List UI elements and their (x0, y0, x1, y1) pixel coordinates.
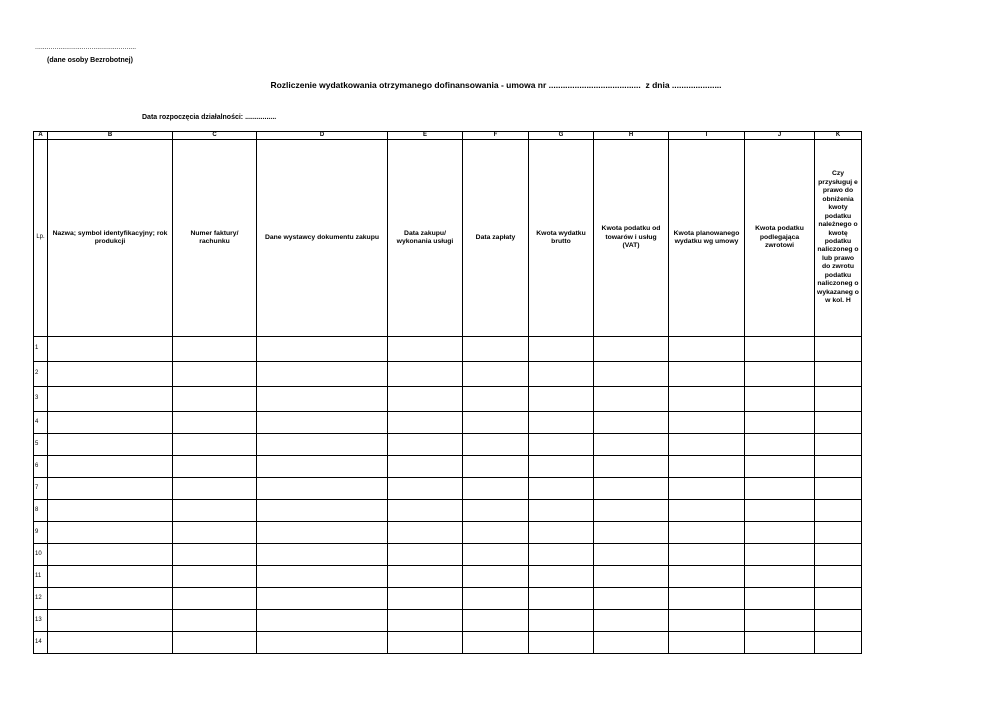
table-cell[interactable] (48, 522, 173, 544)
column-letter: I (669, 132, 745, 140)
table-cell[interactable] (48, 544, 173, 566)
table-cell[interactable] (48, 478, 173, 500)
column-header: Data zapłaty (463, 140, 529, 337)
table-cell[interactable] (529, 337, 594, 362)
table-cell[interactable] (529, 500, 594, 522)
table-cell[interactable] (257, 500, 388, 522)
table-cell[interactable] (815, 610, 862, 632)
table-cell[interactable] (48, 610, 173, 632)
table-cell[interactable] (463, 632, 529, 654)
table-cell[interactable] (745, 337, 815, 362)
table-cell[interactable] (745, 456, 815, 478)
title-date: z dnia ..................... (640, 80, 722, 90)
table-cell[interactable] (173, 387, 257, 412)
table-cell[interactable] (173, 412, 257, 434)
table-cell[interactable] (463, 588, 529, 610)
row-number: 4 (34, 412, 48, 434)
table-cell[interactable] (48, 337, 173, 362)
table-cell[interactable] (745, 478, 815, 500)
table-cell[interactable] (48, 632, 173, 654)
row-number: 3 (34, 387, 48, 412)
table-cell[interactable] (173, 632, 257, 654)
table-row (34, 387, 862, 412)
table-row (34, 588, 862, 610)
table-cell[interactable] (529, 566, 594, 588)
table-row (34, 610, 862, 632)
table-cell[interactable] (594, 456, 669, 478)
table-cell[interactable] (529, 610, 594, 632)
row-number: 8 (34, 500, 48, 522)
table-cell[interactable] (669, 544, 745, 566)
table-cell[interactable] (594, 478, 669, 500)
table-cell[interactable] (815, 387, 862, 412)
table-cell[interactable] (388, 434, 463, 456)
signature-dots: .................................................... (35, 44, 137, 51)
table-cell[interactable] (669, 632, 745, 654)
table-cell[interactable] (669, 522, 745, 544)
table-cell[interactable] (745, 522, 815, 544)
table-cell[interactable] (257, 610, 388, 632)
table-cell[interactable] (529, 434, 594, 456)
table-cell[interactable] (463, 544, 529, 566)
table-cell[interactable] (669, 362, 745, 387)
column-letter: J (745, 132, 815, 140)
table-cell[interactable] (529, 387, 594, 412)
table-cell[interactable] (388, 456, 463, 478)
table-cell[interactable] (388, 412, 463, 434)
table-cell[interactable] (48, 456, 173, 478)
table-cell[interactable] (173, 566, 257, 588)
column-header: Czy przysługuj e prawo do obniżenia kwoty podatku należnego o kwotę podatku naliczoneg o lub prawo do zwrotu podatku naliczoneg o wykazaneg o w kol. H (815, 140, 862, 337)
table-cell[interactable] (745, 362, 815, 387)
table-cell[interactable] (173, 337, 257, 362)
column-letters-row (34, 132, 862, 140)
column-letter: G (529, 132, 594, 140)
table-cell[interactable] (815, 522, 862, 544)
table-cell[interactable] (257, 387, 388, 412)
title-contract: Rozliczenie wydatkowania otrzymanego dofinansowania - umowa nr ....................................... (270, 80, 641, 90)
column-header: Nazwa; symbol identyfikacyjny; rok produkcji (48, 140, 173, 337)
table-row (34, 522, 862, 544)
table-cell[interactable] (594, 632, 669, 654)
column-header: Kwota podatku od towarów i usług (VAT) (594, 140, 669, 337)
table-row (34, 632, 862, 654)
table-cell[interactable] (257, 588, 388, 610)
table-cell[interactable] (388, 544, 463, 566)
column-header: Kwota wydatku brutto (529, 140, 594, 337)
table-cell[interactable] (594, 588, 669, 610)
table-cell[interactable] (529, 362, 594, 387)
table-cell[interactable] (815, 337, 862, 362)
column-letter: B (48, 132, 173, 140)
table-cell[interactable] (463, 456, 529, 478)
table-cell[interactable] (745, 500, 815, 522)
table-cell[interactable] (388, 632, 463, 654)
table-cell[interactable] (669, 500, 745, 522)
column-header: Kwota planowanego wydatku wg umowy (669, 140, 745, 337)
column-header: Lp. (34, 140, 48, 337)
table-cell[interactable] (669, 337, 745, 362)
column-header: Data zakupu/ wykonania usługi (388, 140, 463, 337)
table-cell[interactable] (529, 544, 594, 566)
table-cell[interactable] (48, 566, 173, 588)
table-cell[interactable] (388, 387, 463, 412)
column-letter: C (173, 132, 257, 140)
table-cell[interactable] (815, 362, 862, 387)
table-row (34, 456, 862, 478)
table-cell[interactable] (173, 478, 257, 500)
table-cell[interactable] (48, 588, 173, 610)
table-cell[interactable] (463, 362, 529, 387)
table-cell[interactable] (173, 610, 257, 632)
row-number: 6 (34, 456, 48, 478)
column-letter: H (594, 132, 669, 140)
table-cell[interactable] (257, 434, 388, 456)
table-cell[interactable] (388, 522, 463, 544)
table-cell[interactable] (257, 632, 388, 654)
column-header: Kwota podatku podlegająca zwrotowi (745, 140, 815, 337)
table-cell[interactable] (529, 632, 594, 654)
start-date-label: Data rozpoczęcia działalności: ................ (142, 114, 277, 121)
table-row (34, 337, 862, 362)
table-cell[interactable] (173, 434, 257, 456)
expense-table (33, 131, 862, 654)
table-row (34, 544, 862, 566)
table-cell[interactable] (48, 500, 173, 522)
table-cell[interactable] (388, 610, 463, 632)
table-cell[interactable] (745, 387, 815, 412)
table-cell[interactable] (594, 610, 669, 632)
table-cell[interactable] (745, 412, 815, 434)
column-letter: K (815, 132, 862, 140)
column-header: Dane wystawcy dokumentu zakupu (257, 140, 388, 337)
table-cell[interactable] (463, 566, 529, 588)
table-cell[interactable] (669, 566, 745, 588)
table-cell[interactable] (48, 387, 173, 412)
table-cell[interactable] (257, 522, 388, 544)
table-cell[interactable] (594, 544, 669, 566)
table-cell[interactable] (594, 387, 669, 412)
table-cell[interactable] (529, 412, 594, 434)
table-row (34, 434, 862, 456)
table-cell[interactable] (463, 610, 529, 632)
row-number: 13 (34, 610, 48, 632)
table-row (34, 500, 862, 522)
table-cell[interactable] (257, 456, 388, 478)
table-row (34, 412, 862, 434)
table-cell[interactable] (669, 610, 745, 632)
table-cell[interactable] (669, 478, 745, 500)
table-cell[interactable] (815, 500, 862, 522)
table-cell[interactable] (388, 566, 463, 588)
table-cell[interactable] (815, 632, 862, 654)
table-cell[interactable] (388, 362, 463, 387)
row-number: 1 (34, 337, 48, 362)
document-title (0, 80, 992, 90)
table-cell[interactable] (594, 337, 669, 362)
table-cell[interactable] (257, 337, 388, 362)
table-cell[interactable] (257, 566, 388, 588)
table-cell[interactable] (669, 456, 745, 478)
table-cell[interactable] (815, 588, 862, 610)
table-cell[interactable] (48, 412, 173, 434)
table-cell[interactable] (594, 566, 669, 588)
table-cell[interactable] (745, 610, 815, 632)
row-number: 12 (34, 588, 48, 610)
row-number: 11 (34, 566, 48, 588)
table-cell[interactable] (815, 412, 862, 434)
table-row (34, 478, 862, 500)
table-cell[interactable] (173, 500, 257, 522)
table-cell[interactable] (257, 478, 388, 500)
row-number: 5 (34, 434, 48, 456)
table-cell[interactable] (388, 337, 463, 362)
column-header: Numer faktury/ rachunku (173, 140, 257, 337)
table-cell[interactable] (173, 362, 257, 387)
table-cell[interactable] (745, 566, 815, 588)
table-cell[interactable] (463, 478, 529, 500)
table-cell[interactable] (815, 544, 862, 566)
table-cell[interactable] (388, 588, 463, 610)
table-cell[interactable] (529, 588, 594, 610)
column-letter: D (257, 132, 388, 140)
table-cell[interactable] (594, 500, 669, 522)
table-cell[interactable] (594, 412, 669, 434)
column-letter: F (463, 132, 529, 140)
table-cell[interactable] (815, 434, 862, 456)
row-number: 9 (34, 522, 48, 544)
table-cell[interactable] (594, 522, 669, 544)
table-cell[interactable] (173, 544, 257, 566)
table-cell[interactable] (173, 588, 257, 610)
table-cell[interactable] (463, 434, 529, 456)
table-cell[interactable] (388, 478, 463, 500)
table-cell[interactable] (745, 434, 815, 456)
table-cell[interactable] (529, 522, 594, 544)
table-cell[interactable] (463, 522, 529, 544)
table-cell[interactable] (669, 588, 745, 610)
table-cell[interactable] (815, 566, 862, 588)
column-header-row (34, 140, 862, 337)
table-cell[interactable] (594, 434, 669, 456)
column-letter: E (388, 132, 463, 140)
table-cell[interactable] (48, 362, 173, 387)
table-cell[interactable] (594, 362, 669, 387)
table-cell[interactable] (388, 500, 463, 522)
row-number: 14 (34, 632, 48, 654)
table-cell[interactable] (529, 478, 594, 500)
table-cell[interactable] (463, 387, 529, 412)
table-cell[interactable] (257, 362, 388, 387)
table-cell[interactable] (815, 478, 862, 500)
table-cell[interactable] (173, 522, 257, 544)
column-letter: A (34, 132, 48, 140)
row-number: 7 (34, 478, 48, 500)
table-cell[interactable] (529, 456, 594, 478)
table-cell[interactable] (463, 500, 529, 522)
row-number: 2 (34, 362, 48, 387)
table-cell[interactable] (463, 337, 529, 362)
table-cell[interactable] (257, 412, 388, 434)
table-cell[interactable] (257, 544, 388, 566)
table-cell[interactable] (745, 632, 815, 654)
table-cell[interactable] (48, 434, 173, 456)
table-cell[interactable] (745, 544, 815, 566)
row-number: 10 (34, 544, 48, 566)
person-data-label: (dane osoby Bezrobotnej) (47, 57, 133, 64)
table-row (34, 362, 862, 387)
table-cell[interactable] (669, 387, 745, 412)
table-cell[interactable] (815, 456, 862, 478)
table-cell[interactable] (669, 412, 745, 434)
table-cell[interactable] (463, 412, 529, 434)
table-cell[interactable] (669, 434, 745, 456)
table-row (34, 566, 862, 588)
table-cell[interactable] (745, 588, 815, 610)
table-cell[interactable] (173, 456, 257, 478)
